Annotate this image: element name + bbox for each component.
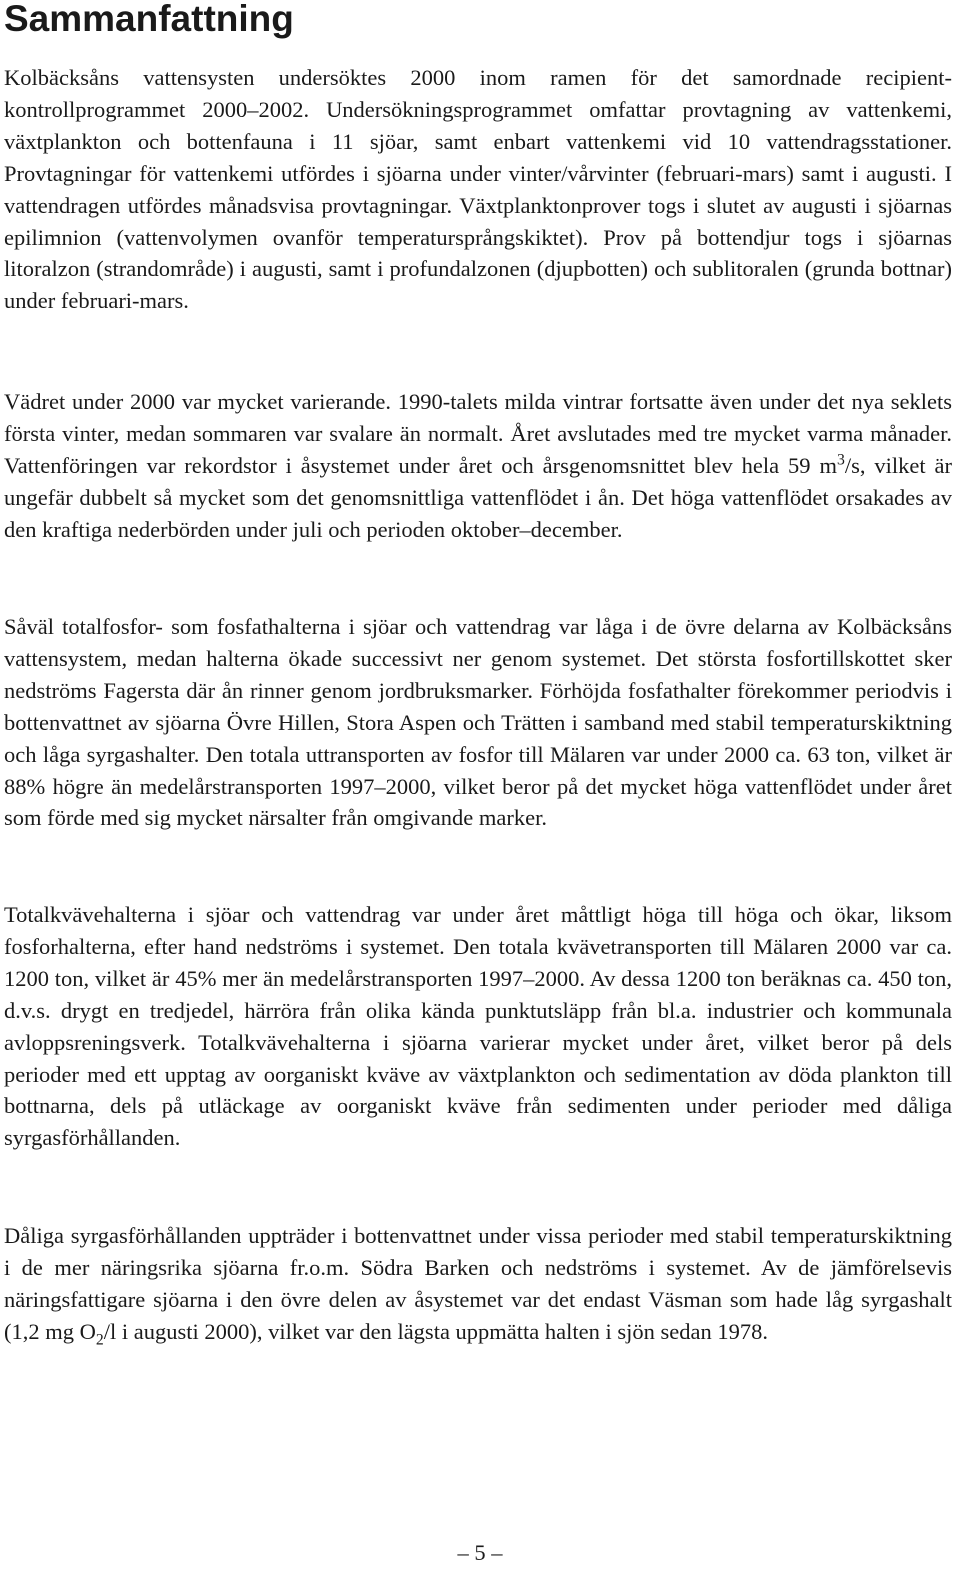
- page-title: Sammanfattning: [4, 0, 294, 39]
- summary-paragraph-1: Kolbäcksåns vattensysten undersöktes 2000 inom ramen för det samordnade recipientkontrollprogrammet 2000–2002. Undersökningsprogrammet omfattar provtagning av vattenkemi, växtplankton och bottenfauna i 11 sjöar, samt enbart vattenkemi vid 10 vattendragsstationer. Provtagningar för vattenkemi utfördes i sjöarna under vinter/vårvinter (februari-mars) samt i augusti. I vattendragen utfördes månadsvisa provtagningar. Växtplanktonprover togs i slutet av augusti i sjöarnas epilimnion (vattenvolymen ovanför temperatursprångskiktet). Prov på bottendjur togs i sjöarnas litoralzon (strandområde) i augusti, samt i profundalzonen (djupbotten) och sublitoralen (grunda bottnar) under februari-mars.: [4, 65, 952, 314]
- summary-paragraph-5: [4, 1220, 952, 1348]
- oxygen-subscript: 2: [95, 1331, 104, 1349]
- paragraph-2-text-start: Vädret under 2000 var mycket varierande. 1990-talets milda vintrar fortsatte även under det nya seklets första vinter, medan sommaren var svalare än normalt. Året avslutades med tre mycket varma månader. Vattenföringen var rekordstor i åsystemet under året och årsgenomsnittet blev hela 59 m: [4, 389, 952, 478]
- summary-paragraph-3: Såväl totalfosfor- som fosfathalterna i sjöar och vattendrag var låga i de övre delarna av Kolbäcksåns vattensystem, medan halterna ökade successivt ner genom systemet. Det största fosfortillskottet sker nedströms Fagersta där ån rinner genom jordbruksmarker. Förhöjda fosfathalter förekommer periodvis i bottenvattnet av sjöarna Övre Hillen, Stora Aspen och Trätten i samband med stabil temperaturskiktning och låga syrgashalter. Den totala uttransporten av fosfor till Mälaren var under 2000 ca. 63 ton, vilket är 88% högre än medelårstransporten 1997–2000, vilket beror på det mycket höga vattenflödet under året som förde med sig mycket närsalter från omgivande marker.: [4, 614, 952, 831]
- paragraph-2-text-end: /s, vilket är ungefär dubbelt så mycket som det genomsnittliga vattenflödet i ån. Det höga vattenflödet orsakades av den kraftiga nederbörden under juli och perioden oktober–december.: [4, 452, 953, 542]
- summary-paragraph-2: [4, 386, 952, 546]
- paragraph-5-text-start: Dåliga syrgasförhållanden uppträder i bottenvattnet under vissa perioder med stabil temperaturskiktning i de mer näringsrika sjöarna fr.o.m. Södra Barken och nedströms i systemet. Av de jämförelsevis näringsfattigare sjöarna i den övre delen av åsystemet var det endast Väsman som hade låg syrgashalt (1,2 mg O: [4, 1223, 952, 1344]
- summary-paragraph-4: Totalkvävehalterna i sjöar och vattendrag var under året måttligt höga till höga och ökar, liksom fosforhalterna, efter hand nedströms i systemet. Den totala kvävetransporten till Mälaren 2000 var ca. 1200 ton, vilket är 45% mer än medelårstransporten 1997–2000. Av dessa 1200 ton beräknas ca. 450 ton, d.v.s. drygt en tredjedel, härröra från olika kända punktutsläpp från bl.a. industrier och kommunala avloppsreningsverk. Totalkvävehalterna i sjöarna varierar mycket under året, vilket beror på dels perioder med ett upptag av oorganiskt kväve av växtplankton och sedimentation av döda plankton till bottnarna, dels på utläckage av oorganiskt kväve från sedimenten under perioder med dåliga syrgasförhållanden.: [4, 902, 952, 1151]
- page-number: – 5 –: [457, 1540, 503, 1565]
- unit-superscript: 3: [836, 451, 845, 469]
- paragraph-5-text-end: /l i augusti 2000), vilket var den lägsta uppmätta halten i sjön sedan 1978.: [103, 1318, 768, 1344]
